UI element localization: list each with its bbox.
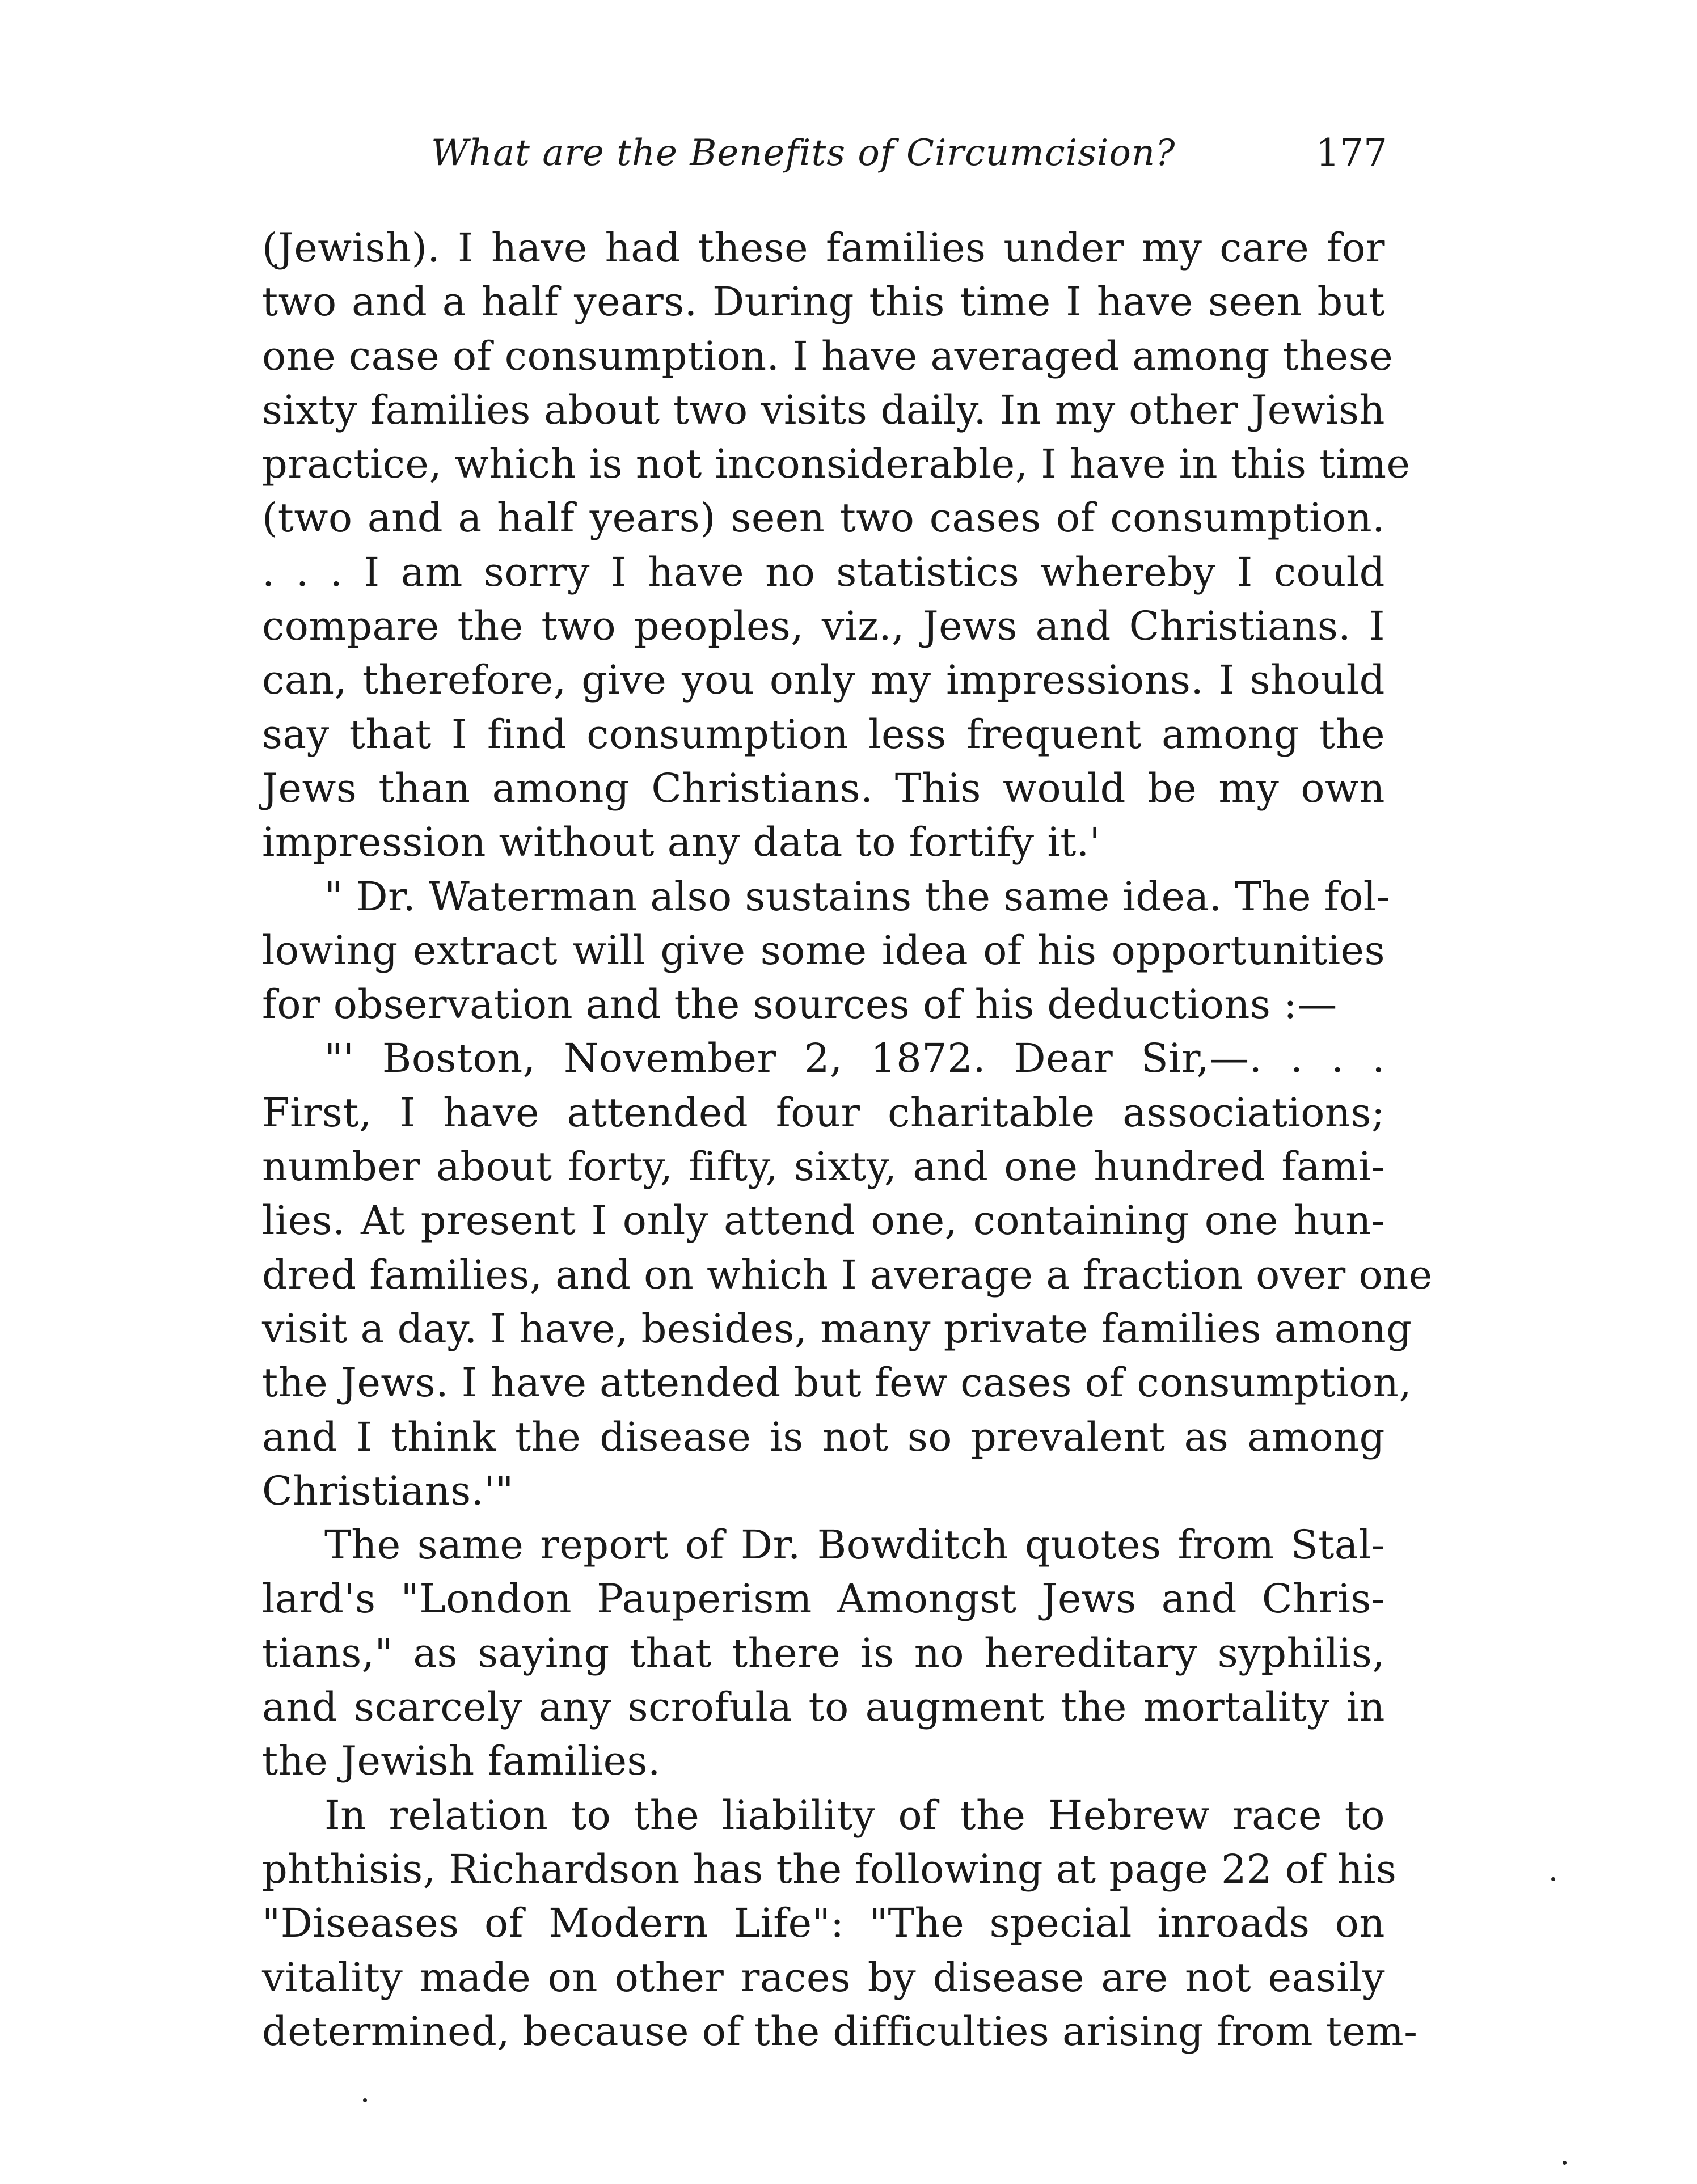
- print-speck: [363, 2098, 367, 2102]
- text-line: lard's "London Pauperism Amongst Jews and Chris-: [262, 1575, 1385, 1623]
- text-line: lies. At present I only attend one, containing one hun-: [262, 1197, 1385, 1244]
- text-line: " Dr. Waterman also sustains the same idea. The fol-: [324, 873, 1390, 920]
- text-line: sixty families about two visits daily. In my other Jewish: [262, 386, 1385, 433]
- text-line: number about forty, fifty, sixty, and one hundred fami-: [262, 1143, 1385, 1190]
- page-number: 177: [1316, 131, 1387, 175]
- text-line: impression without any data to fortify it.': [262, 819, 1101, 866]
- text-line: and scarcely any scrofula to augment the mortality in: [262, 1684, 1385, 1731]
- text-line: vitality made on other races by disease are not easily: [262, 1954, 1385, 2001]
- text-line: one case of consumption. I have averaged among these: [262, 332, 1394, 379]
- text-line: determined, because of the difficulties arising from tem-: [262, 2008, 1418, 2055]
- text-line: the Jews. I have attended but few cases of consumption,: [262, 1359, 1412, 1406]
- print-speck: [1563, 2161, 1567, 2165]
- body-text: [262, 221, 1433, 2059]
- text-line: (Jewish). I have had these families under my care for: [262, 225, 1385, 271]
- text-line: "' Boston, November 2, 1872. Dear Sir,—. . . .: [324, 1035, 1385, 1082]
- text-line: say that I find consumption less frequent among the: [262, 711, 1385, 758]
- text-line: The same report of Dr. Bowditch quotes from Stal-: [324, 1522, 1385, 1569]
- text-line: . . . I am sorry I have no statistics whereby I could: [262, 548, 1385, 595]
- text-line: visit a day. I have, besides, many private families among: [262, 1305, 1412, 1352]
- text-line: and I think the disease is not so prevalent as among: [262, 1413, 1385, 1460]
- text-line: Christians.'": [262, 1467, 514, 1514]
- text-line: In relation to the liability of the Hebrew race to: [324, 1792, 1385, 1839]
- text-line: for observation and the sources of his deductions :—: [262, 981, 1337, 1028]
- text-line: phthisis, Richardson has the following at page 22 of his: [262, 1845, 1397, 1892]
- text-line: First, I have attended four charitable associations;: [262, 1089, 1385, 1136]
- running-head: [431, 128, 1395, 179]
- text-line: compare the two peoples, viz., Jews and Christians. I: [262, 603, 1385, 650]
- text-line: lowing extract will give some idea of his opportunities: [262, 927, 1385, 974]
- text-line: Jews than among Christians. This would be my own: [262, 764, 1385, 812]
- text-line: can, therefore, give you only my impressions. I should: [262, 657, 1385, 704]
- print-speck: [1551, 1877, 1555, 1881]
- text-line: two and a half years. During this time I have seen but: [262, 278, 1385, 326]
- text-line: dred families, and on which I average a fraction over one: [262, 1251, 1433, 1298]
- text-line: tians," as saying that there is no hereditary syphilis,: [262, 1629, 1385, 1676]
- text-line: the Jewish families.: [262, 1738, 661, 1785]
- text-line: (two and a half years) seen two cases of consumption.: [262, 495, 1385, 542]
- text-line: "Diseases of Modern Life": "The special inroads on: [262, 1900, 1385, 1947]
- text-line: practice, which is not inconsiderable, I have in this time: [262, 441, 1411, 488]
- running-title: What are the Benefits of Circumcision?: [431, 132, 1176, 174]
